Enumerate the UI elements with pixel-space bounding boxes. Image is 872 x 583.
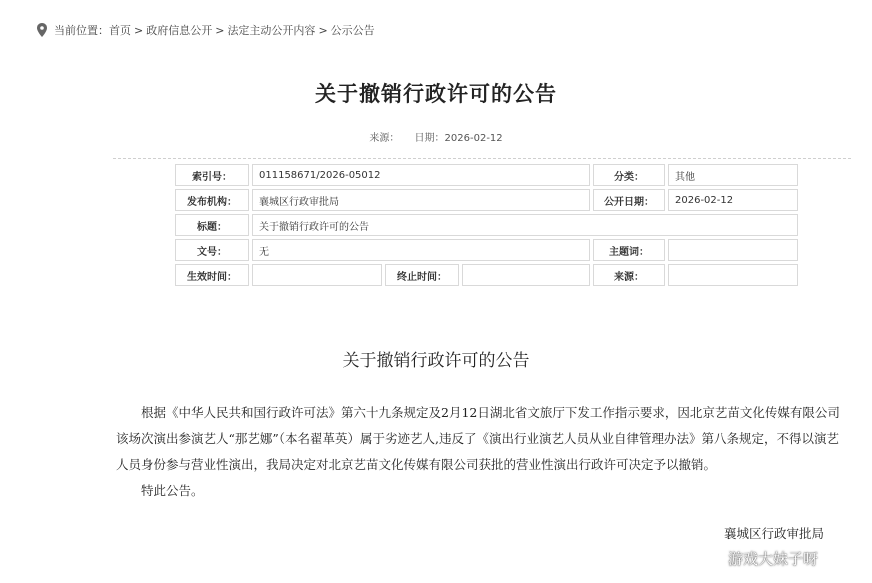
effective-label: 生效时间：	[175, 264, 249, 286]
watermark: 游戏大妹子呀	[728, 550, 819, 568]
breadcrumb	[36, 22, 375, 38]
body-paragraph: 根据《中华人民共和国行政许可法》第六十九条规定及2月12日湖北省文旅厅下发工作指示要求，因北京艺苗文化传媒有限公司该场次演出参演艺人“那艺娜”（本名翟革英）属于劣迹艺人,违反了《演出行业演艺人员从业自律管理办法》第八条规定，不得以演艺人员身份参与营业性演出，我局决定对北京艺苗文化传媒有限公司获批的营业性演出行政许可决定予以撤销。	[116, 405, 840, 472]
breadcrumb-announcement-link[interactable]: 公示公告	[330, 24, 375, 37]
breadcrumb-prefix: 当前位置：	[54, 24, 109, 37]
subject-label: 标题：	[175, 214, 249, 236]
publish-date-label: 公开日期：	[593, 189, 665, 211]
effective-value	[252, 264, 382, 286]
expire-value	[462, 264, 590, 286]
source-label: 来源：	[369, 133, 400, 144]
body-closing: 特此公告。	[141, 483, 204, 498]
index-no-value: 011158671/2026-05012	[252, 164, 590, 186]
expire-label: 终止时间：	[385, 264, 459, 286]
article-meta	[0, 129, 872, 144]
doc-no-label: 文号：	[175, 239, 249, 261]
page-title: 关于撤销行政许可的公告	[315, 82, 557, 106]
location-pin-icon	[36, 23, 48, 37]
category-label: 分类：	[593, 164, 665, 186]
publisher-value: 襄城区行政审批局	[252, 189, 590, 211]
breadcrumb-statutory-link[interactable]: 法定主动公开内容	[227, 24, 316, 37]
article-subtitle: 关于撤销行政许可的公告	[342, 351, 530, 371]
doc-no-value: 无	[252, 239, 590, 261]
breadcrumb-home-link[interactable]: 首页	[109, 24, 131, 37]
divider	[113, 158, 851, 159]
info-table	[172, 161, 801, 289]
breadcrumb-separator: >	[215, 23, 225, 37]
category-value: 其他	[668, 164, 798, 186]
breadcrumb-gov-info-link[interactable]: 政府信息公开	[146, 24, 213, 37]
date-label: 日期：2026-02-12	[414, 133, 503, 144]
index-no-label: 索引号：	[175, 164, 249, 186]
signer: 襄城区行政审批局	[724, 526, 825, 541]
article-body	[116, 400, 844, 504]
publisher-label: 发布机构：	[175, 189, 249, 211]
date-value: 2026-02-12	[444, 133, 503, 144]
topic-value	[668, 239, 798, 261]
source-field-label: 来源：	[593, 264, 665, 286]
subject-value: 关于撤销行政许可的公告	[252, 214, 798, 236]
source-field-value	[668, 264, 798, 286]
breadcrumb-separator: >	[134, 23, 144, 37]
topic-label: 主题词：	[593, 239, 665, 261]
breadcrumb-separator: >	[318, 23, 328, 37]
publish-date-value: 2026-02-12	[668, 189, 798, 211]
